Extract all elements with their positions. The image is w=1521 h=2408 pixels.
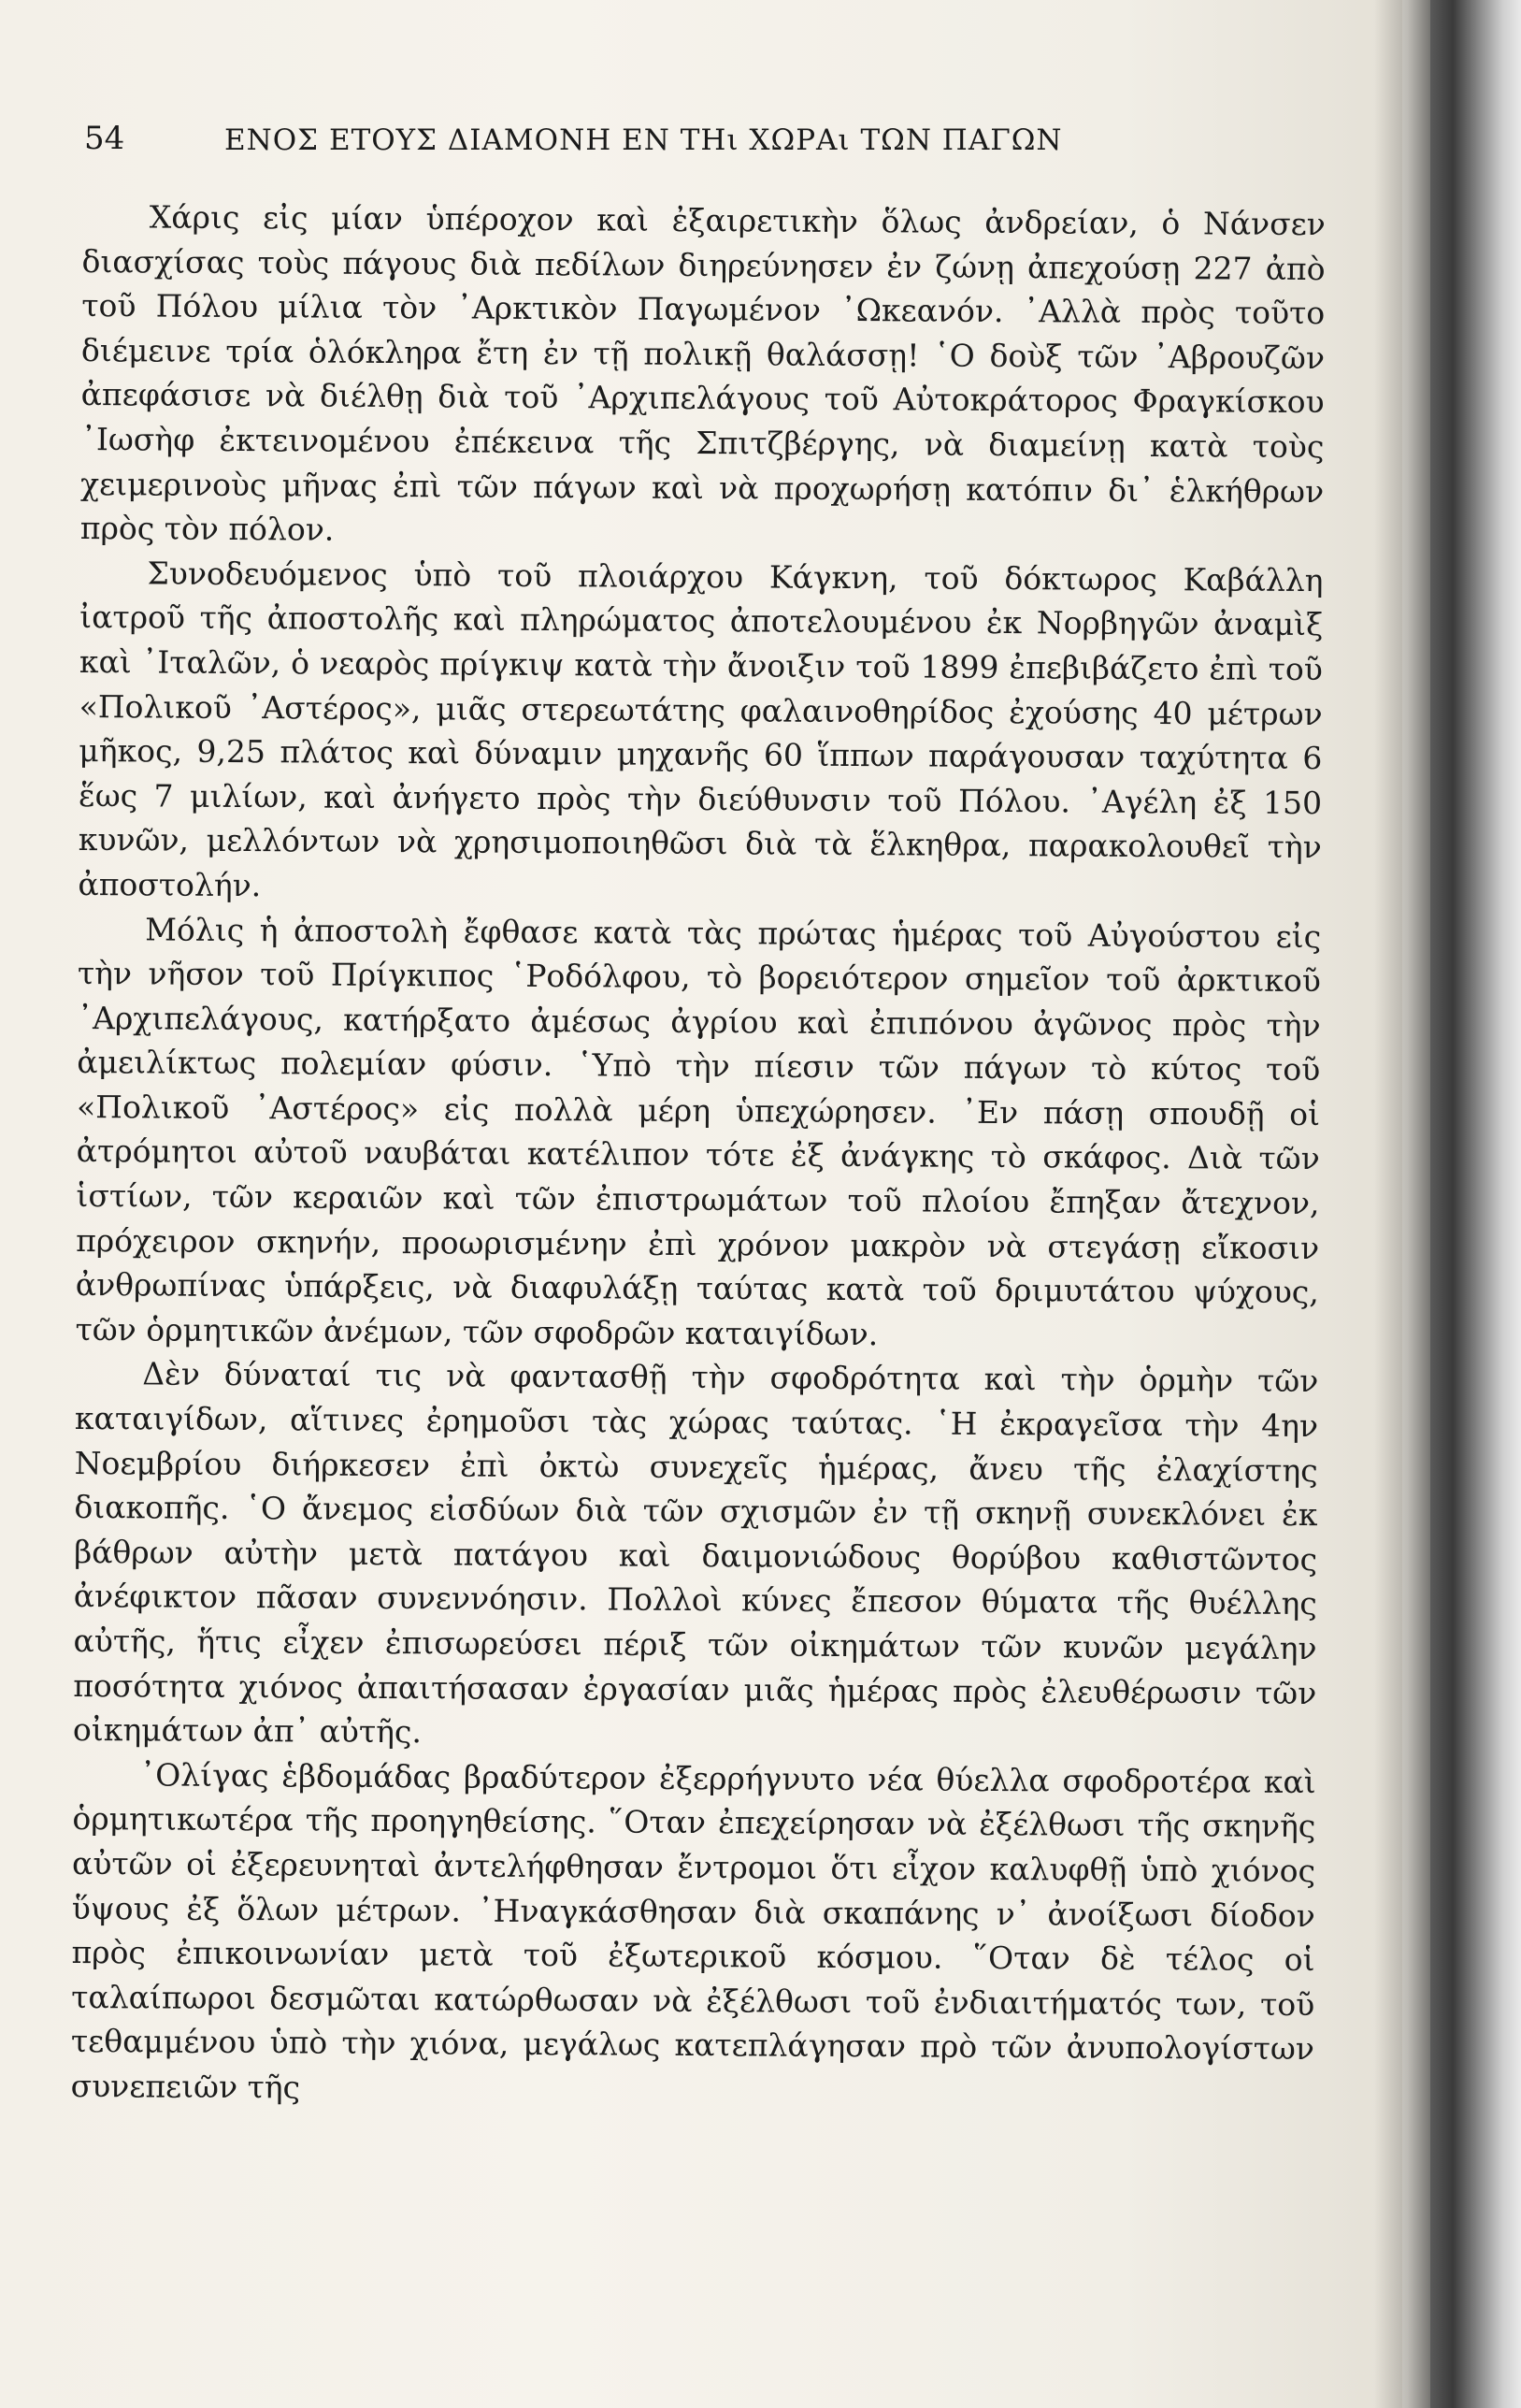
paragraph: Μόλις ἡ ἀποστολὴ ἔφθασε κατὰ τὰς πρώτας ἡμέρας τοῦ Αὐγούστου εἰς τὴν νῆσον τοῦ Πρίγκιπος ῾Ροδόλφου, τὸ βορειότερον σημεῖον τοῦ ἀρκτικοῦ ᾿Αρχιπελάγους, κατήρξατο ἀμέσως ἀγρίου καὶ ἐπιπόνου ἀγῶνος πρὸς τὴν ἀμειλίκτως πολεμίαν φύσιν. ῾Υπὸ τὴν πίεσιν τῶν πάγων τὸ κύτος τοῦ «Πολικοῦ ᾿Αστέρος» εἰς πολλὰ μέρη ὑπεχώρησεν. ᾿Εν πάσῃ σπουδῇ οἱ ἀτρόμητοι αὐτοῦ ναυβάται κατέλιπον τότε ἐξ ἀνάγκης τὸ σκάφος. Διὰ τῶν ἱστίων, τῶν κεραιῶν καὶ τῶν ἐπιστρωμάτων τοῦ πλοίου ἔπηξαν ἄτεχνον, πρόχειρον σκηνήν, προωρισμένην ἐπὶ χρόνον μακρὸν νὰ στεγάσῃ εἴκοσιν ἀνθρωπίνας ὑπάρξεις, νὰ διαφυλάξῃ ταύτας κατὰ τοῦ δριμυτάτου ψύχους, τῶν ὁρμητικῶν ἀνέμων, τῶν σφοδρῶν καταιγίδων. [75,910,1322,1353]
paragraph: Συνοδευόμενος ὑπὸ τοῦ πλοιάρχου Κάγκνη, τοῦ δόκτωρος Καβάλλη ἰατροῦ τῆς ἀποστολῆς καὶ πληρώματος ἀποτελουμένου ἐκ Νορβηγῶν ἀναμὶξ καὶ ᾿Ιταλῶν, ὁ νεαρὸς πρίγκιψ κατὰ τὴν ἄνοιξιν τοῦ 1899 ἐπεβιβάζετο ἐπὶ τοῦ «Πολικοῦ ᾿Αστέρος», μιᾶς στερεωτάτης φαλαινοθηρίδος ἐχούσης 40 μέτρων μῆκος, 9,25 πλάτος καὶ δύναμιν μηχανῆς 60 ἵππων παράγουσαν ταχύτητα 6 ἕως 7 μιλίων, καὶ ἀνήγετο πρὸς τὴν διεύθυνσιν τοῦ Πόλου. ᾿Αγέλη ἐξ 150 κυνῶν, μελλόντων νὰ χρησιμοποιηθῶσι διὰ τὰ ἕλκηθρα, παρακολουθεῖ τὴν ἀποστολήν. [78,555,1324,904]
body-text [70,195,1325,2116]
running-title: ΕΝΟΣ ΕΤΟΥΣ ΔΙΑΜΟΝΗ ΕΝ ΤΗι ΧΩΡΑι ΤΩΝ ΠΑΓΩΝ [224,123,1063,157]
running-head [84,120,1346,176]
page-number: 54 [84,120,125,157]
paragraph: Χάρις εἰς μίαν ὑπέροχον καὶ ἐξαιρετικὴν ὅλως ἀνδρείαν, ὁ Νάνσεν διασχίσας τοὺς πάγους διὰ πεδίλων διηρεύνησεν ἐν ζώνῃ ἀπεχούσῃ 227 ἀπὸ τοῦ Πόλου μίλια τὸν ᾿Αρκτικὸν Παγωμένον ᾿Ωκεανόν. ᾿Αλλὰ πρὸς τοῦτο διέμεινε τρία ὁλόκληρα ἔτη ἐν τῇ πολικῇ θαλάσσῃ! ῾Ο δοὺξ τῶν ᾿Αβρουζῶν ἀπεφάσισε νὰ διέλθῃ διὰ τοῦ ᾿Αρχιπελάγους τοῦ Αὐτοκράτορος Φραγκίσκου ᾿Ιωσὴφ ἐκτεινομένου ἐπέκεινα τῆς Σπιτζβέργης, νὰ διαμείνῃ κατὰ τοὺς χειμερινοὺς μῆνας ἐπὶ τῶν πάγων καὶ νὰ προχωρήσῃ κατόπιν δι᾿ ἑλκήθρων πρὸς τὸν πόλον. [79,198,1326,548]
book-binding-edge [1430,0,1521,2408]
gutter-shadow [1374,0,1430,2408]
paragraph: Δὲν δύναταί τις νὰ φαντασθῇ τὴν σφοδρότητα καὶ τὴν ὁρμὴν τῶν καταιγίδων, αἵτινες ἐρημοῦσι τὰς χώρας ταύτας. ῾Η ἐκραγεῖσα τὴν 4ην Νοεμβρίου διήρκεσεν ἐπὶ ὀκτὼ συνεχεῖς ἡμέρας, ἄνευ τῆς ἐλαχίστης διακοπῆς. ῾Ο ἄνεμος εἰσδύων διὰ τῶν σχισμῶν ἐν τῇ σκηνῇ συνεκλόνει ἐκ βάθρων αὐτὴν μετὰ πατάγου καὶ δαιμονιώδους θορύβου καθιστῶντος ἀνέφικτον πᾶσαν συνεννόησιν. Πολλοὶ κύνες ἔπεσον θύματα τῆς θυέλλης αὐτῆς, ἥτις εἶχεν ἐπισωρεύσει πέριξ τῶν οἰκημάτων τῶν κυνῶν μεγάλην ποσότητα χιόνος ἀπαιτήσασαν ἐργασίαν μιᾶς ἡμέρας πρὸς ἐλευθέρωσιν τῶν οἰκημάτων ἀπ᾿ αὐτῆς. [72,1355,1319,1751]
paragraph: ᾿Ολίγας ἑβδομάδας βραδύτερον ἐξερρήγνυτο νέα θύελλα σφοδροτέρα καὶ ὁρμητικωτέρα τῆς προηγηθείσης. ῞Οταν ἐπεχείρησαν νὰ ἐξέλθωσι τῆς σκηνῆς αὐτῶν οἱ ἐξερευνηταὶ ἀντελήφθησαν ἔντρομοι ὅτι εἶχον καλυφθῇ ὑπὸ χιόνος ὕψους ἐξ ὅλων μέτρων. ᾿Ηναγκάσθησαν διὰ σκαπάνης ν᾿ ἀνοίξωσι δίοδον πρὸς ἐπικοινωνίαν μετὰ τοῦ ἐξωτερικοῦ κόσμου. ῞Οταν δὲ τέλος οἱ ταλαίπωροι δεσμῶται κατώρθωσαν νὰ ἐξέλθωσι τοῦ ἐνδιαιτήματός των, τοῦ τεθαμμένου ὑπὸ τὴν χιόνα, μεγάλως κατεπλάγησαν πρὸ τῶν ἀνυπολογίστων συνεπειῶν τῆς [70,1756,1316,2106]
